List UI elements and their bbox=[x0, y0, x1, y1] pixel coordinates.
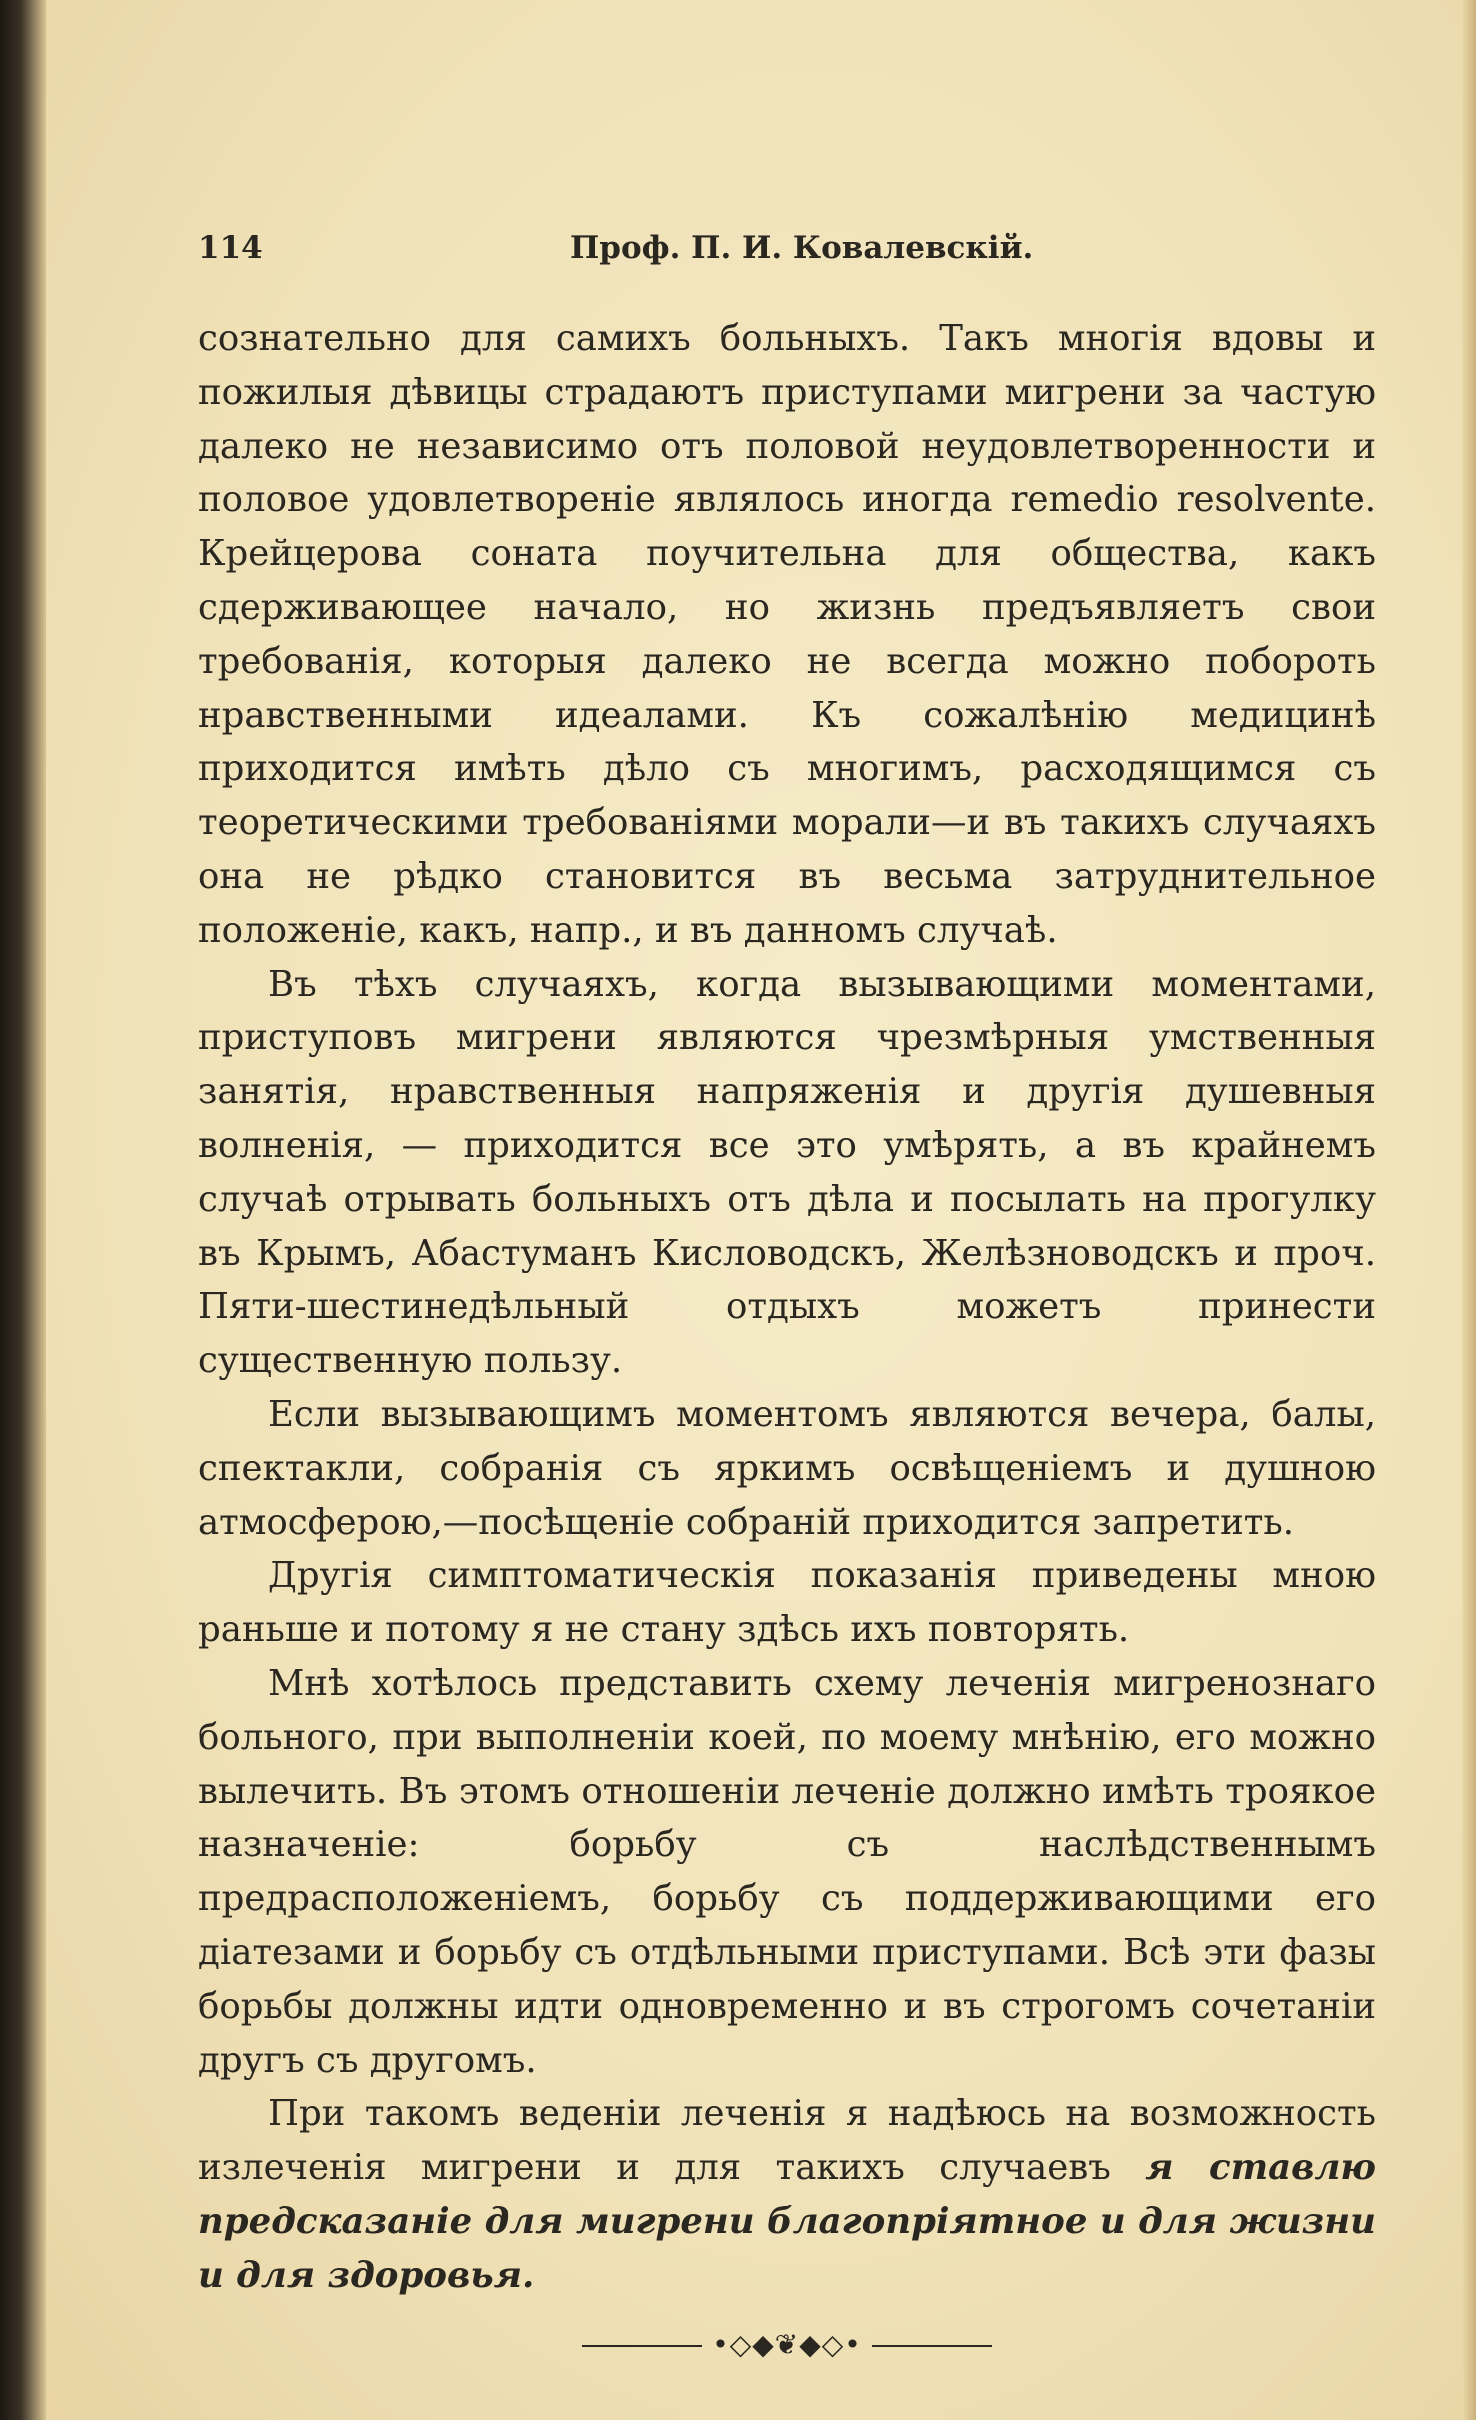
running-head bbox=[198, 230, 1376, 270]
ornament-rule-right bbox=[872, 2345, 992, 2347]
page-number: 114 bbox=[198, 230, 263, 266]
paragraph-continued: сознательно для самихъ больныхъ. Такъ многія вдовы и пожилыя дѣвицы страдаютъ приступами мигрени за частую далеко не независимо отъ половой неудовлетворенности и половое удовлетвореніе являлось иногда remedio resolvente. Крейцерова соната поучительна для общества, какъ сдерживающее начало, но жизнь предъявляетъ свои требованія, которыя далеко не всегда можно побороть нравственными идеалами. Къ сожалѣнію медицинѣ приходится имѣть дѣло съ многимъ, расходящимся съ теоретическими требованіями морали—и въ такихъ случаяхъ она не рѣдко становится въ весьма затруднительное положеніе, какъ, напр., и въ данномъ случаѣ. bbox=[198, 318, 1376, 951]
ornament-rule-left bbox=[582, 2345, 702, 2347]
prognosis-emphasis: я ставлю предсказаніе для мигрени благопріятное и для жизни и для здоровья. bbox=[198, 2147, 1376, 2296]
paragraph-triggers: Въ тѣхъ случаяхъ, когда вызывающими моментами, приступовъ мигрени являются чрезмѣрныя умственныя занятія, нравственныя напряженія и другія душевныя волненія, — приходится все это умѣрять, а въ крайнемъ случаѣ отрывать больныхъ отъ дѣла и посылать на прогулку въ Крымъ, Абастуманъ Кисловодскъ, Желѣзноводскъ и проч. Пяти-шестинедѣльный отдыхъ можетъ принести существенную пользу. bbox=[198, 963, 1376, 1382]
ornament-glyphs: •◇◆❦◆◇• bbox=[712, 2328, 862, 2362]
paragraph-prognosis bbox=[198, 2087, 1376, 2302]
paragraph-symptomatic: Другія симптоматическія показанія приведены мною раньше и потому я не стану здѣсь ихъ повторять. bbox=[198, 1555, 1376, 1651]
running-title: Проф. П. И. Ковалевскій. bbox=[570, 230, 1034, 266]
end-ornament bbox=[198, 2328, 1376, 2361]
page-edge bbox=[1462, 0, 1476, 2420]
page-content bbox=[198, 230, 1376, 2361]
paragraph-treatment-scheme: Мнѣ хотѣлось представить схему леченія мигренознаго больного, при выполненіи коей, по моему мнѣнію, его можно вылечить. Въ этомъ отношеніи леченіе должно имѣть троякое назначеніе: борьбу съ наслѣдственнымъ предрасположеніемъ, борьбу съ поддерживающими его діатезами и борьбу съ отдѣльными приступами. Всѣ эти фазы борьбы должны идти одновременно и въ строгомъ сочетаніи другъ съ другомъ. bbox=[198, 1662, 1376, 2081]
prognosis-text: При такомъ веденіи леченія я надѣюсь на возможность излеченія мигрени и для такихъ случаевъ bbox=[198, 2093, 1376, 2189]
page-binding-shadow bbox=[0, 0, 46, 2420]
paragraph-evenings: Если вызывающимъ моментомъ являются вечера, балы, спектакли, собранія съ яркимъ освѣщеніемъ и душною атмосферою,—посѣщеніе собраній приходится запретить. bbox=[198, 1393, 1376, 1543]
